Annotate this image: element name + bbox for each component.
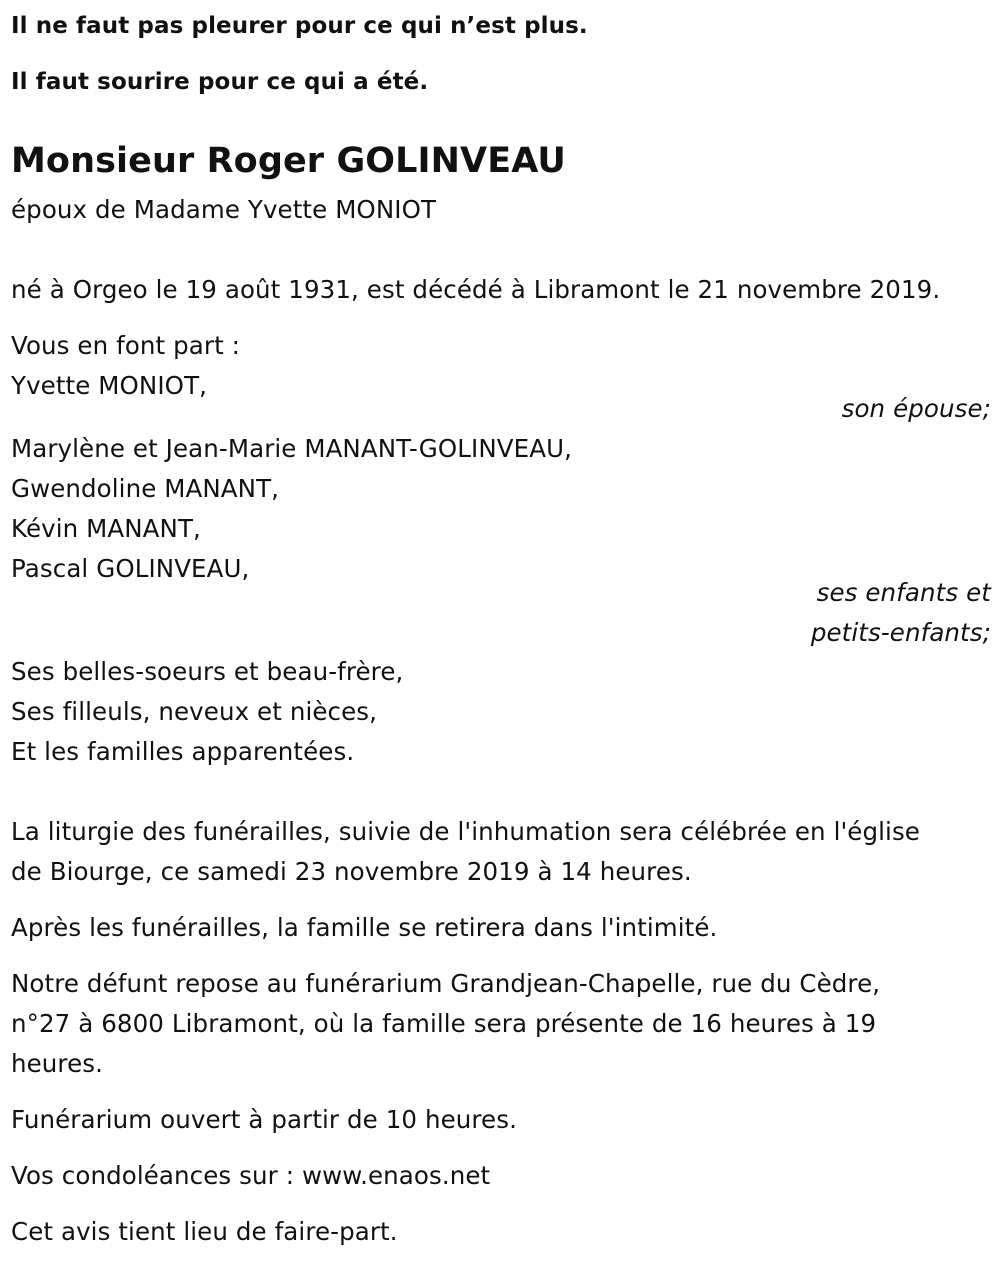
family-intro: Vous en font part : [11,331,241,360]
repose-line-2: n°27 à 6800 Libramont, où la famille sera présente de 16 heures à 19 [11,1009,877,1038]
family-spouse: Yvette MONIOT, [11,371,208,400]
condolences-line: Vos condoléances sur : www.enaos.net [11,1161,491,1190]
child-3: Kévin MANANT, [11,514,201,543]
child-4: Pascal GOLINVEAU, [11,554,250,583]
birth-death-line: né à Orgeo le 19 août 1931, est décédé à Libramont le 21 novembre 2019. [11,275,941,304]
child-1: Marylène et Jean-Marie MANANT-GOLINVEAU, [11,434,572,463]
intimacy-line: Après les funérailles, la famille se retirera dans l'intimité. [11,913,718,942]
spouse-line: époux de Madame Yvette MONIOT [11,195,437,224]
children-role-1: ses enfants et [816,578,991,607]
funerarium-open-line: Funérarium ouvert à partir de 10 heures. [11,1105,517,1134]
children-role-2: petits-enfants; [810,618,991,647]
repose-line-1: Notre défunt repose au funérarium Grandjean-Chapelle, rue du Cèdre, [11,969,881,998]
repose-line-3: heures. [11,1049,103,1078]
other-family-3: Et les familles apparentées. [11,737,355,766]
child-2: Gwendoline MANANT, [11,474,280,503]
quote-line-1: Il ne faut pas pleurer pour ce qui n’est plus. [11,13,588,39]
spouse-role: son épouse; [841,394,991,423]
other-family-1: Ses belles-soeurs et beau-frère, [11,657,404,686]
quote-line-2: Il faut sourire pour ce qui a été. [11,69,429,95]
liturgy-line-1: La liturgie des funérailles, suivie de l'inhumation sera célébrée en l'église [11,817,920,846]
liturgy-line-2: de Biourge, ce samedi 23 novembre 2019 à 14 heures. [11,857,692,886]
deceased-name: Monsieur Roger GOLINVEAU [11,141,566,181]
closing-line: Cet avis tient lieu de faire-part. [11,1217,398,1246]
other-family-2: Ses filleuls, neveux et nièces, [11,697,378,726]
